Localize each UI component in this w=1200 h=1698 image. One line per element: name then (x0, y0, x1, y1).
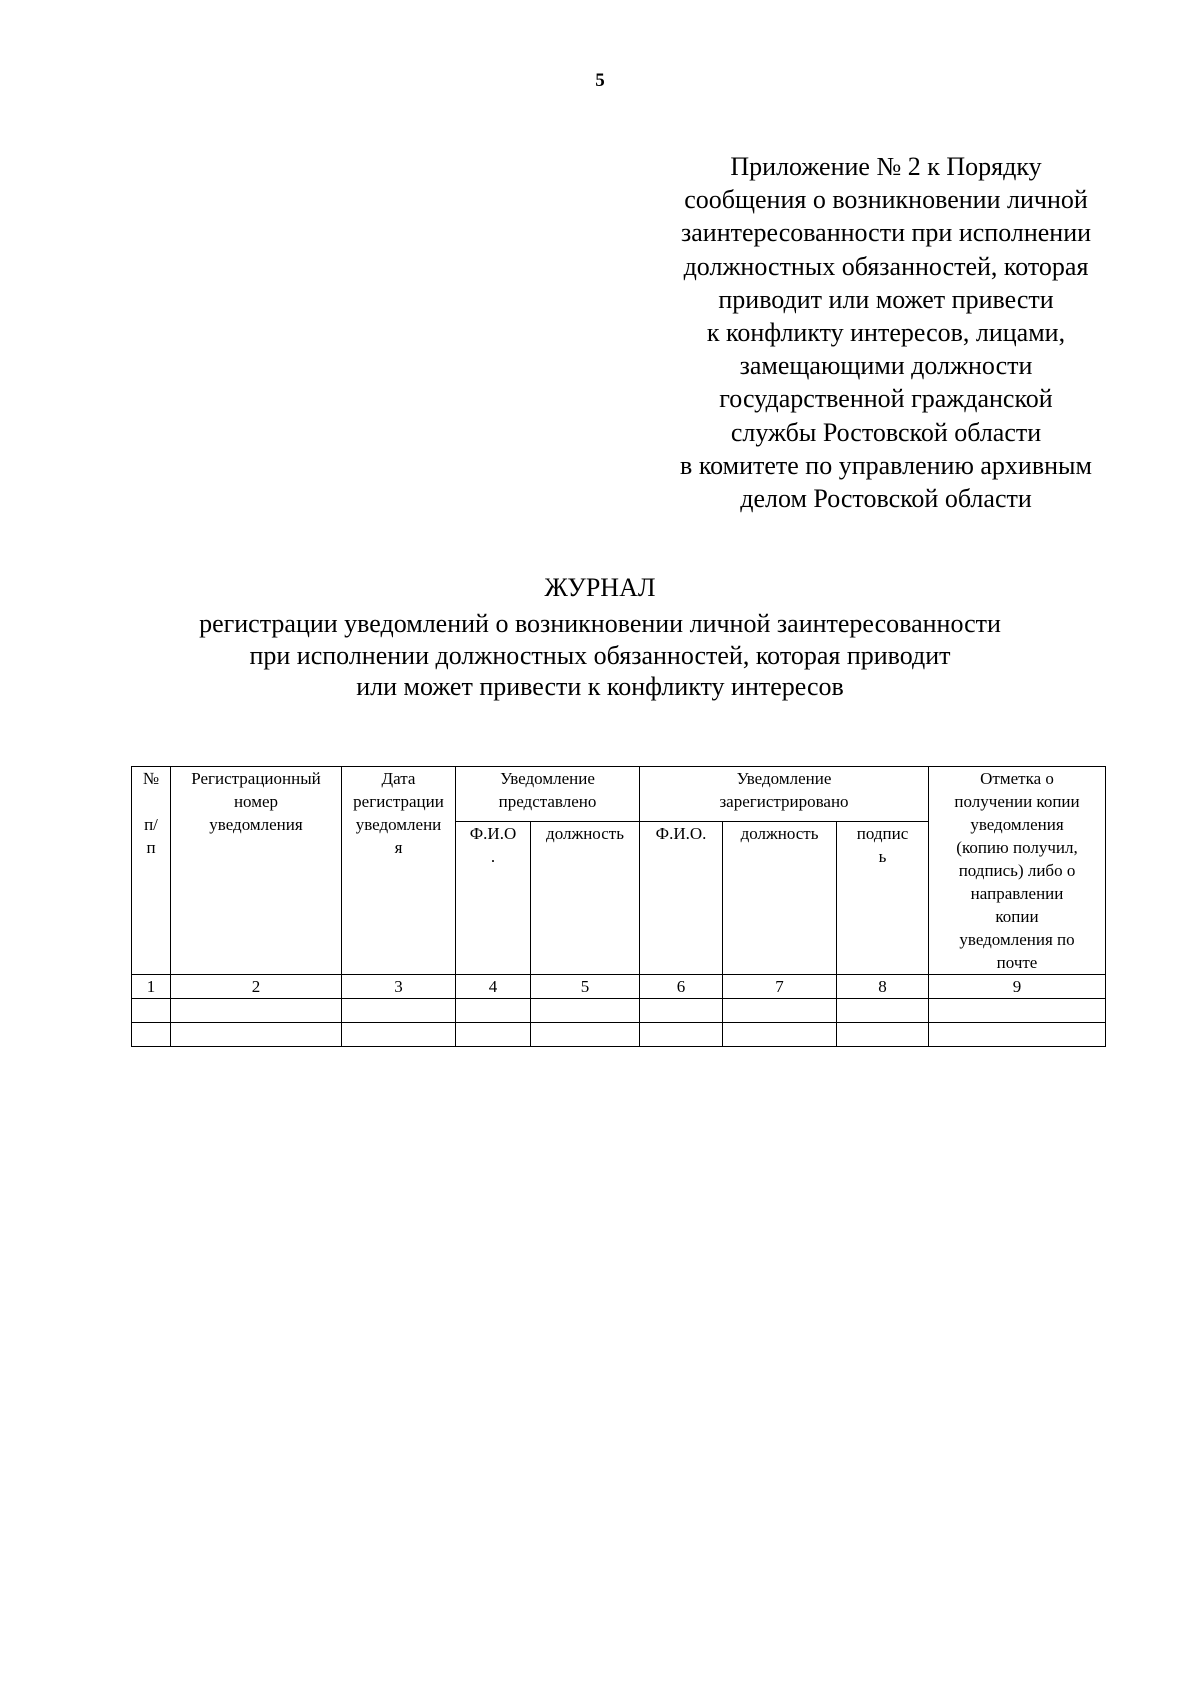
appendix-line: Приложение № 2 к Порядку (730, 152, 1042, 181)
header-text: ь (878, 847, 887, 867)
header-group-submitted (456, 767, 640, 822)
appendix-line: заинтересованности при исполнении (680, 218, 1092, 248)
header-text: Дата (381, 769, 416, 788)
header-text: Уведомление (500, 769, 595, 788)
table-cell (640, 1023, 723, 1047)
header-text: Регистрационный (191, 769, 321, 788)
column-number-cell: 2 (171, 975, 342, 999)
journal-subtitle (0, 608, 1200, 703)
column-number-cell: 9 (929, 975, 1106, 999)
header-text: направлении (970, 884, 1064, 903)
appendix-block (658, 150, 1114, 515)
table-cell (929, 999, 1106, 1023)
header-text: я (394, 838, 403, 857)
table-cell (171, 1023, 342, 1047)
header-text: уведомления (970, 815, 1064, 834)
column-number-row (132, 975, 1106, 999)
table-cell (456, 999, 531, 1023)
journal-title: ЖУРНАЛ (544, 573, 656, 602)
header-text: получении копии (954, 792, 1080, 811)
header-cell-registered-position (723, 822, 837, 975)
column-number-cell: 1 (132, 975, 171, 999)
table-header-row (132, 767, 1106, 822)
appendix-line: сообщения о возникновении личной (684, 185, 1088, 215)
table-cell (132, 999, 171, 1023)
table-cell (837, 1023, 929, 1047)
table-cell (171, 999, 342, 1023)
appendix-line: в комитете по управлению архивным (680, 450, 1092, 480)
header-text: Ф.И.О. (655, 824, 707, 844)
appendix-line: замещающими должности (739, 351, 1033, 381)
header-text: представлено (498, 792, 597, 811)
table-cell (837, 999, 929, 1023)
column-number-cell: 6 (640, 975, 723, 999)
header-text: копии (995, 907, 1039, 926)
header-text: п/ (144, 815, 158, 834)
header-text: Ф.И.О (469, 824, 517, 844)
table-cell (723, 1023, 837, 1047)
header-text: . (490, 847, 496, 867)
table-cell (342, 1023, 456, 1047)
header-cell-registered-fio (640, 822, 723, 975)
header-text: должность (546, 824, 624, 844)
table-row (132, 1023, 1106, 1047)
page-number: 5 (595, 70, 605, 91)
header-cell-submitted-fio (456, 822, 531, 975)
header-cell-number (132, 767, 171, 975)
table-row (132, 999, 1106, 1023)
column-number-cell: 3 (342, 975, 456, 999)
register-table (131, 766, 1106, 1047)
header-text: уведомления по (959, 930, 1075, 949)
header-text: подпис (856, 824, 909, 844)
table-cell (723, 999, 837, 1023)
header-cell-reg-number (171, 767, 342, 975)
appendix-line: службы Ростовской области (730, 417, 1042, 447)
header-group-registered (640, 767, 929, 822)
header-text: (копию получил, (956, 838, 1078, 857)
table-cell (531, 999, 640, 1023)
column-number-cell: 4 (456, 975, 531, 999)
header-cell-submitted-position (531, 822, 640, 975)
header-text: зарегистрировано (719, 792, 849, 811)
header-text: уведомлени (355, 815, 442, 834)
header-cell-registered-signature (837, 822, 929, 975)
table-cell (531, 1023, 640, 1047)
appendix-line: делом Ростовской области (740, 484, 1032, 514)
journal-subtitle-line: или может привести к конфликту интересов (356, 672, 844, 701)
journal-subtitle-line: при исполнении должностных обязанностей, которая приводит (249, 640, 951, 670)
appendix-line: к конфликту интересов, лицами, (706, 318, 1066, 348)
header-text: подпись) либо о (958, 861, 1076, 880)
header-text: почте (996, 953, 1038, 972)
table-cell (456, 1023, 531, 1047)
header-cell-copy-mark (929, 767, 1106, 975)
appendix-line: государственной гражданской (719, 384, 1053, 414)
column-number-cell: 5 (531, 975, 640, 999)
header-text: Отметка о (980, 769, 1054, 788)
header-text: Уведомление (736, 769, 832, 788)
header-text: № (142, 769, 160, 788)
header-text: уведомления (209, 815, 303, 834)
table-cell (342, 999, 456, 1023)
header-cell-reg-date (342, 767, 456, 975)
appendix-line: приводит или может привести (718, 284, 1054, 314)
header-text: п (146, 838, 156, 857)
table-cell (929, 1023, 1106, 1047)
column-number-cell: 7 (723, 975, 837, 999)
header-text: должность (740, 824, 819, 844)
journal-subtitle-line: регистрации уведомлений о возникновении личной заинтересованности (199, 609, 1001, 638)
header-text (134, 790, 168, 813)
table-cell (640, 999, 723, 1023)
header-text: регистрации (353, 792, 444, 811)
column-number-cell: 8 (837, 975, 929, 999)
header-text: номер (233, 792, 279, 811)
appendix-line: должностных обязанностей, которая (683, 251, 1089, 281)
table-cell (132, 1023, 171, 1047)
